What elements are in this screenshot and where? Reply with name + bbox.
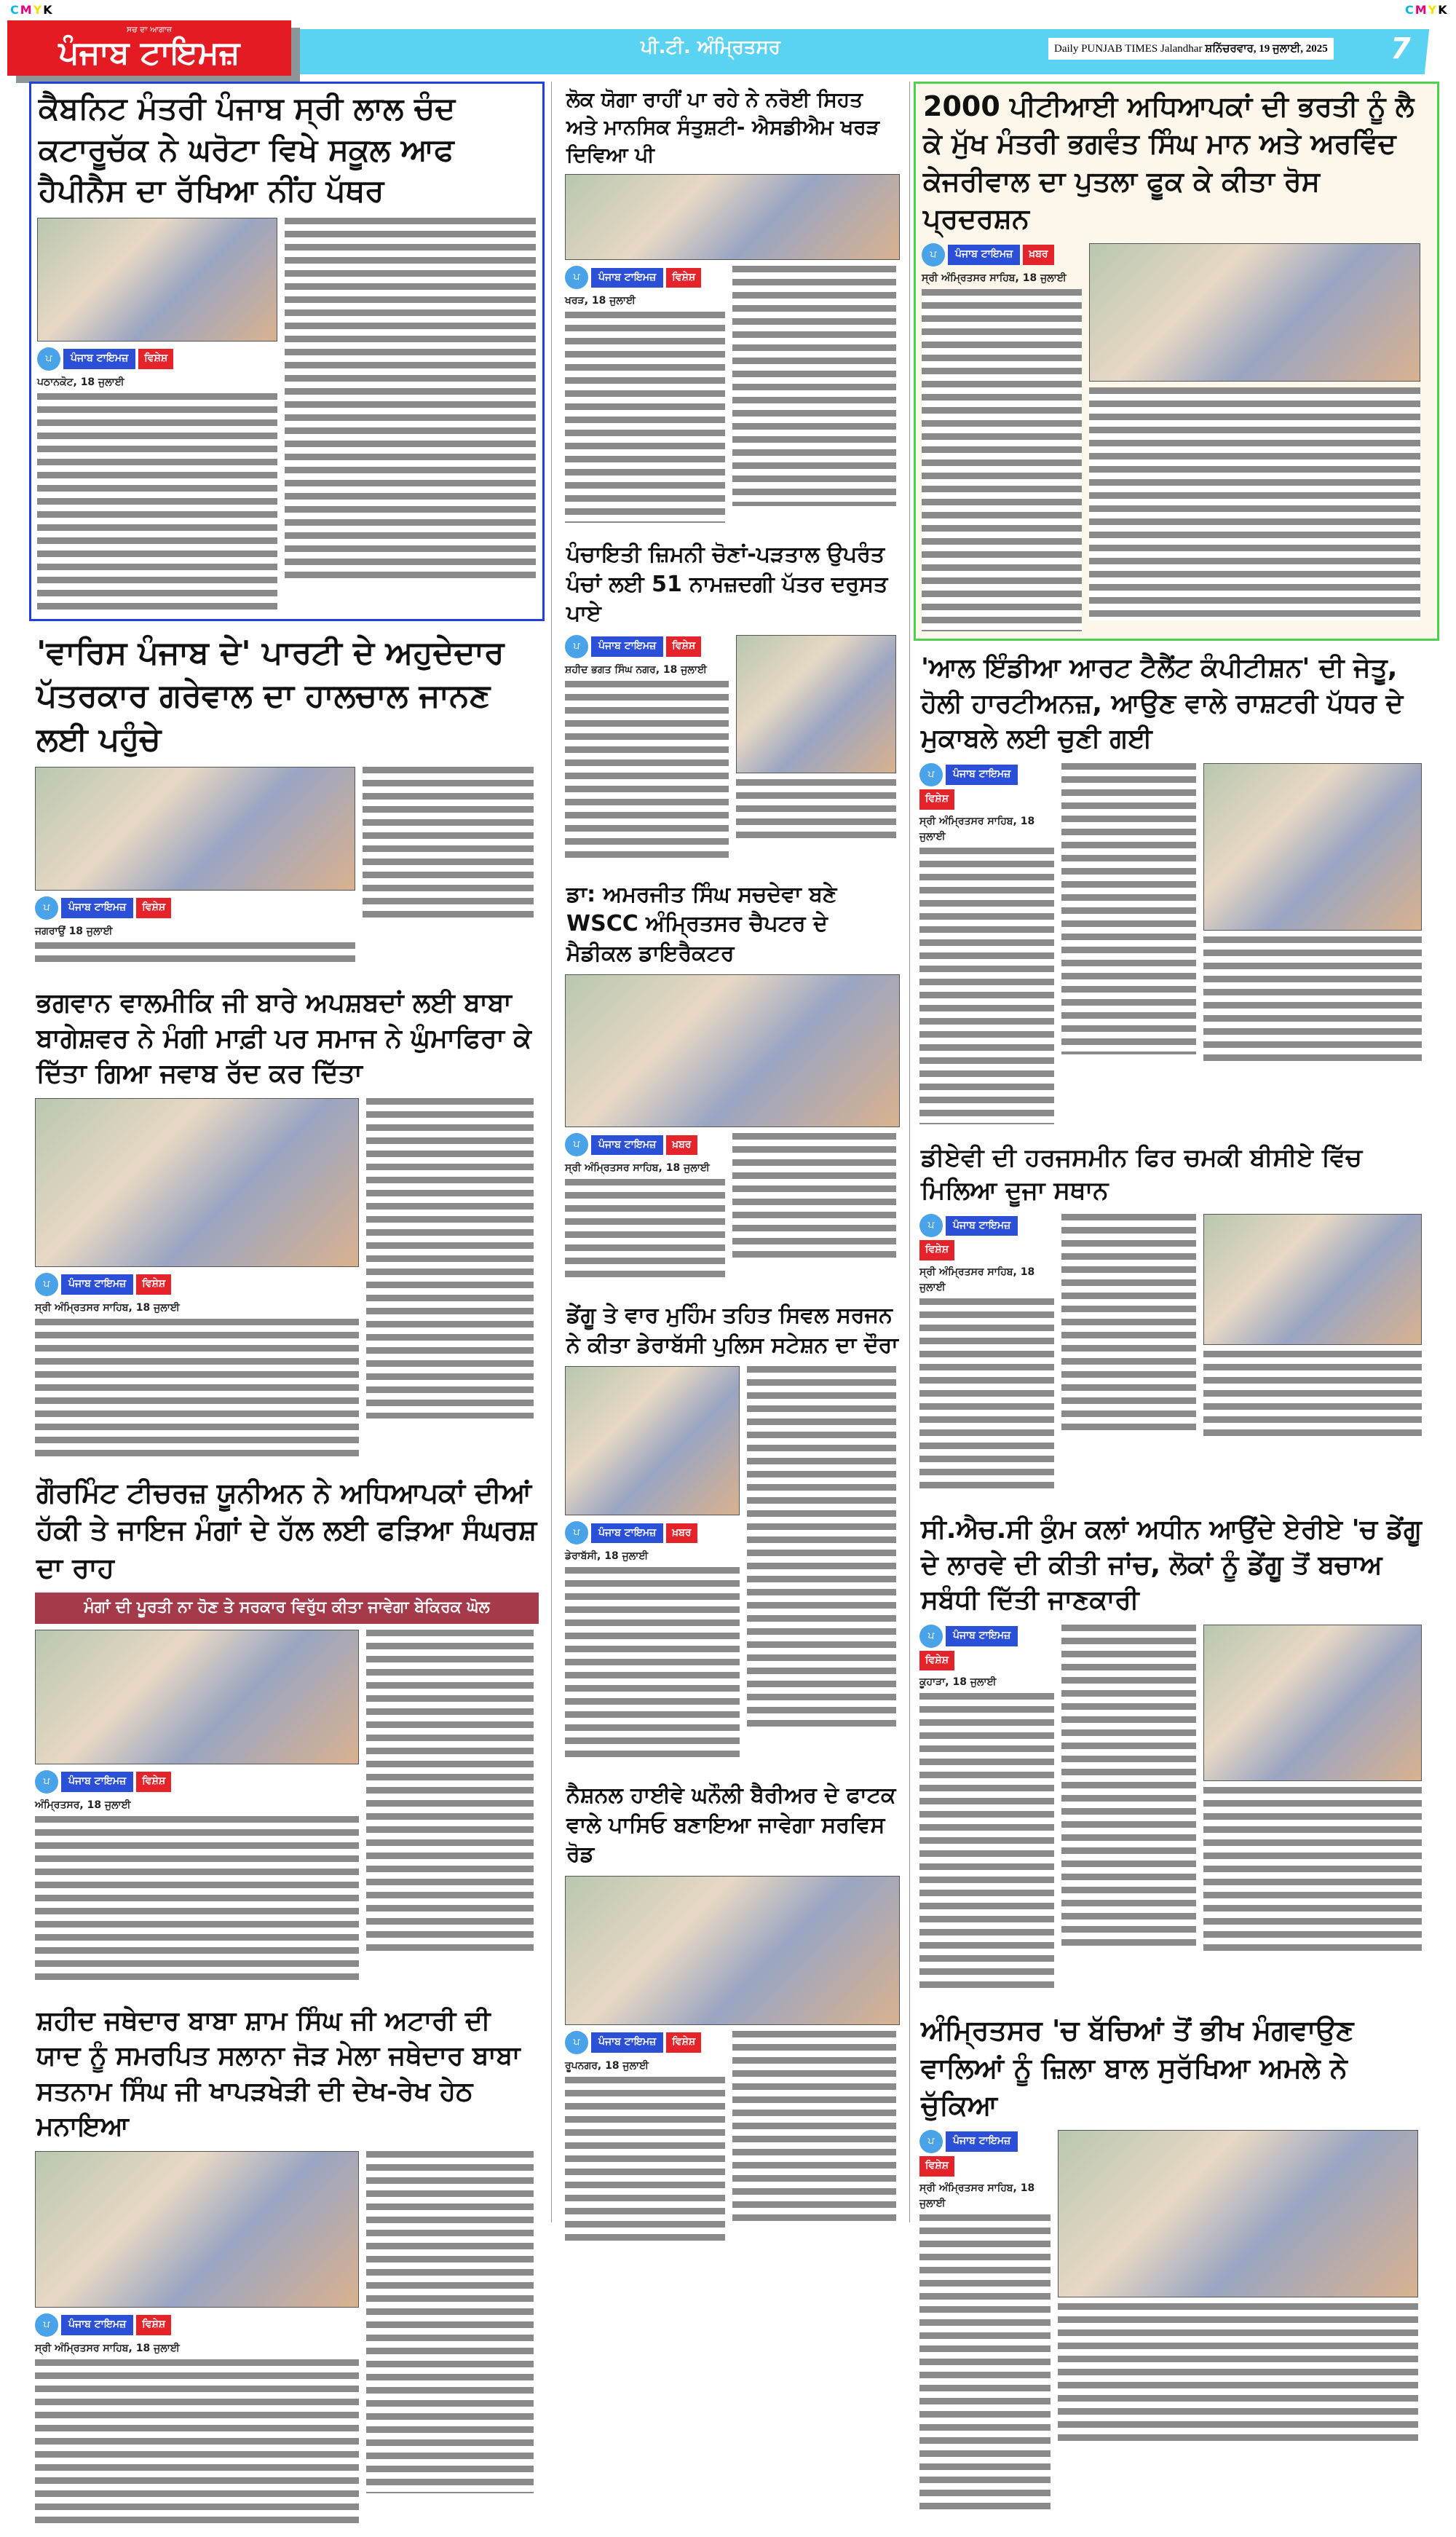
article-body-column — [1203, 1625, 1422, 1957]
news-article — [29, 82, 545, 621]
story-type-badge: ਖ਼ਬਰ — [666, 1523, 697, 1544]
body-text-lines — [565, 312, 725, 523]
news-article — [559, 876, 906, 1292]
column-right — [914, 82, 1439, 2523]
pt-logo-icon: ਪ — [922, 243, 945, 267]
article-dateline: ਖਰੜ, 18 ਜੁਲਾਈ — [565, 295, 636, 307]
article-body-column — [1061, 1625, 1196, 1952]
article-body — [37, 218, 537, 612]
source-tag — [919, 1214, 1054, 1260]
article-headline[interactable]: ਸੀ.ਐਚ.ਸੀ ਕੁੰਮ ਕਲਾਂ ਅਧੀਨ ਆਉਂਦੇ ਏਰੀਏ 'ਚ ਡੇਂਗੂ ਦੇ ਲਾਰਵੇ ਦੀ ਕੀਤੀ ਜਾਂਚ, ਲੋਕਾਂ ਨੂੰ ਡੇਂਗੂ ਤੋਂ ਬਚਾਅ ਸਬੰਧੀ ਦਿੱਤੀ ਜਾਣਕਾਰੀ — [921, 1514, 1422, 1616]
news-article — [559, 536, 906, 870]
article-body — [565, 2031, 900, 2247]
article-headline[interactable]: 'ਵਾਰਿਸ ਪੰਜਾਬ ਦੇ' ਪਾਰਟੀ ਦੇ ਅਹੁਦੇਦਾਰ ਪੱਤਰਕਾਰ ਗਰੇਵਾਲ ਦਾ ਹਾਲਚਾਲ ਜਾਨਣ ਲਈ ਪਹੁੰਚੇ — [36, 634, 505, 758]
pt-logo-icon: ਪ — [37, 347, 60, 371]
news-article — [914, 1137, 1439, 1502]
source-tag — [565, 266, 725, 289]
story-type-badge: ਵਿਸ਼ੇਸ਼ — [919, 1240, 954, 1260]
article-body-column — [922, 243, 1082, 631]
source-tag — [919, 1625, 1054, 1671]
news-article — [29, 2000, 545, 2537]
pt-logo-icon: ਪ — [35, 896, 58, 920]
body-text-lines — [1203, 1787, 1422, 1957]
article-body — [919, 763, 1433, 1124]
story-type-badge: ਵਿਸ਼ੇਸ਼ — [919, 789, 954, 810]
source-brand: ਪੰਜਾਬ ਟਾਇਮਜ਼ — [946, 2131, 1018, 2152]
article-body-column — [732, 2031, 896, 2228]
article-headline[interactable]: ਅੰਮ੍ਰਿਤਸਰ 'ਚ ਬੱਚਿਆਂ ਤੋਂ ਭੀਖ ਮੰਗਵਾਉਣ ਵਾਲਿਆਂ ਨੂੰ ਜ਼ਿਲਾ ਬਾਲ ਸੁਰੱਖਿਆ ਅਮਲੇ ਨੇ ਚੁੱਕਿਆ — [921, 2014, 1354, 2121]
body-text-lines — [285, 218, 536, 582]
body-text-lines — [1203, 936, 1422, 1068]
article-body-column — [565, 1133, 725, 1284]
article-dateline: ਸ੍ਰੀ ਅੰਮ੍ਰਿਤਸਰ ਸਾਹਿਬ, 18 ਜੁਲਾਈ — [922, 272, 1067, 285]
article-subheadline: ਮੰਗਾਂ ਦੀ ਪੂਰਤੀ ਨਾ ਹੋਣ ਤੇ ਸਰਕਾਰ ਵਿਰੁੱਧ ਕੀਤਾ ਜਾਵੇਗਾ ਬੇਕਿਰਕ ਘੋਲ — [35, 1593, 539, 1624]
article-dateline: ਅੰਮ੍ਰਿਤਸਰ, 18 ਜੁਲਾਈ — [35, 1799, 131, 1811]
source-brand: ਪੰਜਾਬ ਟਾਇਮਜ਼ — [946, 1216, 1018, 1236]
article-dateline: ਸ਼ਹੀਦ ਭਗਤ ਸਿੰਘ ਨਗਰ, 18 ਜੁਲਾਈ — [565, 663, 707, 676]
story-type-badge: ਖ਼ਬਰ — [666, 1135, 697, 1156]
article-body-column — [919, 2130, 1051, 2516]
source-tag — [919, 763, 1054, 810]
story-type-badge: ਵਿਸ਼ੇਸ਼ — [919, 2156, 954, 2177]
body-text-lines — [1061, 1625, 1196, 1952]
source-brand: ਪੰਜਾਬ ਟਾਇਮਜ਼ — [591, 1135, 663, 1156]
source-tag — [565, 1521, 740, 1544]
news-article — [914, 1508, 1439, 2002]
registration-marks-right: CMYK — [1405, 3, 1449, 17]
article-body — [922, 243, 1431, 631]
article-body — [565, 1133, 900, 1284]
article-body-column — [363, 767, 534, 920]
story-type-badge: ਵਿਸ਼ੇਸ਼ — [666, 268, 701, 288]
article-headline[interactable]: ਲੋਕ ਯੋਗਾ ਰਾਹੀਂ ਪਾ ਰਹੇ ਨੇ ਨਰੋਈ ਸਿਹਤ ਅਤੇ ਮਾਨਸਿਕ ਸੰਤੁਸ਼ਟੀ- ਐਸਡੀਐਮ ਖਰੜ ਦਿਵਿਆ ਪੀ — [566, 87, 879, 167]
pt-logo-icon: ਪ — [565, 2031, 588, 2054]
registration-marks-left: CMYK — [10, 3, 54, 17]
column-divider — [551, 82, 552, 2222]
article-body — [919, 1214, 1433, 1495]
article-headline[interactable]: ਡੇਂਗੂ ਤੇ ਵਾਰ ਮੁਹਿੰਮ ਤਹਿਤ ਸਿਵਲ ਸਰਜਨ ਨੇ ਕੀਤਾ ਡੇਰਾਬੱਸੀ ਪੁਲਿਸ ਸਟੇਸ਼ਨ ਦਾ ਦੌਰਾ — [566, 1303, 898, 1358]
article-body — [565, 266, 900, 523]
article-body-column — [919, 1625, 1054, 1995]
source-brand: ਪੰਜਾਬ ਟਾਇਮਜ਼ — [591, 268, 663, 288]
body-text-lines — [35, 1816, 359, 1986]
body-text-lines — [919, 1298, 1054, 1495]
body-text-lines — [919, 848, 1054, 1124]
news-article — [559, 1297, 906, 1771]
source-tag — [35, 1770, 359, 1794]
article-dateline: ਡੇਰਾਬੱਸੀ, 18 ਜੁਲਾਈ — [565, 1550, 649, 1563]
source-tag — [922, 243, 1082, 267]
article-body-column — [919, 763, 1054, 1124]
body-text-lines — [747, 1366, 896, 1730]
article-body-column — [35, 1630, 359, 1986]
body-text-lines — [732, 1133, 896, 1264]
body-text-lines — [919, 2214, 1051, 2516]
news-article — [559, 1777, 906, 2254]
article-dateline: ਸ੍ਰੀ ਅੰਮ੍ਰਿਤਸਰ ਸਾਹਿਬ, 18 ਜੁਲਾਈ — [565, 1162, 710, 1175]
source-brand: ਪੰਜਾਬ ਟਾਇਮਜ਼ — [948, 245, 1020, 265]
news-photo — [565, 1366, 740, 1515]
body-text-lines — [35, 2359, 359, 2530]
article-body-column — [1061, 763, 1196, 1054]
news-photo — [35, 2151, 359, 2308]
body-text-lines — [1089, 387, 1420, 620]
news-article — [914, 2008, 1439, 2522]
article-dateline: ਸ੍ਰੀ ਅੰਮ੍ਰਿਤਸਰ ਸਾਹਿਬ, 18 ਜੁਲਾਈ — [35, 2343, 180, 2355]
article-body-column — [366, 2151, 534, 2493]
pt-logo-icon: ਪ — [35, 1273, 58, 1296]
issue-date: ਸ਼ਨਿੱਚਰਵਾਰ, 19 ਜੁਲਾਈ, 2025 — [1205, 43, 1328, 55]
column-left — [29, 82, 545, 2537]
news-photo — [565, 174, 900, 260]
body-text-lines — [732, 266, 896, 506]
news-article — [914, 82, 1439, 641]
body-text-lines — [35, 942, 355, 968]
pt-logo-icon: ਪ — [919, 1214, 943, 1237]
article-headline[interactable]: ਭਗਵਾਨ ਵਾਲਮੀਕਿ ਜੀ ਬਾਰੇ ਅਪਸ਼ਬਦਾਂ ਲਈ ਬਾਬਾ ਬਾਗੇਸ਼ਵਰ ਨੇ ਮੰਗੀ ਮਾਫ਼ੀ ਪਰ ਸਮਾਜ ਨੇ ਘੁੰਮਾਫਿਰਾ ਕੇ ਦਿੱਤਾ ਗਿਆ ਜਵਾਬ ਰੱਦ ਕਰ ਦਿੱਤਾ — [36, 988, 531, 1089]
news-article — [29, 982, 545, 1464]
source-tag — [35, 1273, 359, 1296]
article-body — [35, 767, 539, 968]
body-text-lines — [363, 767, 534, 920]
news-photo — [1089, 243, 1420, 382]
body-text-lines — [736, 779, 896, 845]
source-tag — [565, 2031, 725, 2054]
source-tag — [565, 1133, 725, 1156]
article-dateline: ਰੂਪਨਗਰ, 18 ਜੁਲਾਈ — [565, 2059, 649, 2072]
body-text-lines — [366, 1098, 534, 1419]
logo-text: ਪੰਜਾਬ ਟਾਇਮਜ਼ — [58, 33, 240, 71]
body-text-lines — [565, 681, 729, 863]
body-text-lines — [366, 2151, 534, 2493]
article-body — [919, 1625, 1433, 1995]
article-headline[interactable]: 'ਆਲ ਇੰਡੀਆ ਆਰਟ ਟੈਲੈਂਟ ਕੰਪੀਟੀਸ਼ਨ' ਦੀ ਜੇਤੂ, ਹੋਲੀ ਹਾਰਟੀਅਨਜ਼, ਆਉਣ ਵਾਲੇ ਰਾਸ਼ਟਰੀ ਪੱਧਰ ਦੇ ਮੁਕਾਬਲੇ ਲਈ ਚੁਣੀ ਗਈ — [921, 653, 1404, 754]
article-body-column — [919, 1214, 1054, 1495]
news-photo — [37, 218, 277, 342]
news-photo — [35, 1630, 359, 1764]
article-body-column — [35, 1098, 359, 1457]
article-headline[interactable]: ਪੰਚਾਇਤੀ ਜ਼ਿਮਨੀ ਚੋਣਾਂ-ਪੜਤਾਲ ਉਪਰੰਤ ਪੰਚਾਂ ਲਈ 51 ਨਾਮਜ਼ਦਗੀ ਪੱਤਰ ਦਰੁਸਤ ਪਾਏ — [566, 542, 888, 627]
article-dateline: ਕੂਹਾੜਾ, 18 ਜੁਲਾਈ — [919, 1676, 997, 1689]
article-body-column — [565, 2031, 725, 2247]
source-tag — [565, 635, 729, 658]
article-body-column — [736, 635, 896, 845]
body-text-lines — [366, 1630, 534, 1957]
story-type-badge: ਵਿਸ਼ੇਸ਼ — [136, 2315, 171, 2335]
source-brand: ਪੰਜਾਬ ਟਾਇਮਜ਼ — [591, 1523, 663, 1544]
article-dateline: ਸ੍ਰੀ ਅੰਮ੍ਰਿਤਸਰ ਸਾਹਿਬ, 18 ਜੁਲਾਈ — [919, 815, 1035, 843]
pt-logo-icon: ਪ — [35, 2313, 58, 2337]
article-dateline: ਜਗਰਾਉਂ 18 ਜੁਲਾਈ — [35, 926, 113, 938]
pt-logo-icon: ਪ — [565, 635, 588, 658]
pt-logo-icon: ਪ — [565, 1133, 588, 1156]
paper-name: Daily PUNJAB TIMES Jalandhar — [1054, 43, 1203, 55]
news-article — [29, 1470, 545, 1994]
article-body-column — [565, 266, 725, 523]
body-text-lines — [565, 1567, 740, 1764]
article-body — [565, 635, 900, 863]
source-brand: ਪੰਜਾਬ ਟਾਇਮਜ਼ — [591, 2032, 663, 2053]
article-body-column — [366, 1098, 534, 1419]
news-article — [29, 627, 545, 976]
article-body — [35, 1098, 539, 1457]
article-body-column — [1089, 243, 1420, 620]
news-photo — [1058, 2130, 1418, 2297]
source-brand: ਪੰਜਾਬ ਟਾਇਮਜ਼ — [946, 765, 1018, 785]
article-body-column — [565, 1366, 740, 1764]
body-text-lines — [1203, 1351, 1422, 1443]
body-text-lines — [1058, 2303, 1418, 2447]
article-body-column — [37, 218, 277, 612]
source-brand: ਪੰਜਾਬ ਟਾਇਮਜ਼ — [63, 349, 135, 369]
article-dateline: ਸ੍ਰੀ ਅੰਮ੍ਰਿਤਸਰ ਸਾਹਿਬ, 18 ਜੁਲਾਈ — [35, 1302, 180, 1314]
news-photo — [1203, 763, 1422, 931]
article-dateline: ਪਠਾਨਕੋਟ, 18 ਜੁਲਾਈ — [37, 376, 124, 389]
pt-logo-icon: ਪ — [35, 1770, 58, 1794]
body-text-lines — [919, 1693, 1054, 1995]
source-brand: ਪੰਜਾਬ ਟਾਇਮਜ਼ — [946, 1626, 1018, 1646]
news-photo — [35, 767, 355, 891]
source-brand: ਪੰਜਾਬ ਟਾਇਮਜ਼ — [61, 1274, 133, 1295]
article-headline[interactable]: ਡੀਏਵੀ ਦੀ ਹਰਜਸਮੀਨ ਫਿਰ ਚਮਕੀ ਬੀਸੀਏ ਵਿੱਚ ਮਿਲਿਆ ਦੂਜਾ ਸਥਾਨ — [921, 1143, 1362, 1206]
news-article — [559, 82, 906, 530]
source-tag — [35, 2313, 359, 2337]
news-photo — [1203, 1625, 1422, 1781]
story-type-badge: ਵਿਸ਼ੇਸ਼ — [136, 1772, 171, 1792]
body-text-lines — [565, 1179, 725, 1284]
body-text-lines — [732, 2031, 896, 2228]
column-middle — [559, 82, 906, 2254]
story-type-badge: ਵਿਸ਼ੇਸ਼ — [136, 1274, 171, 1295]
body-text-lines — [565, 2077, 725, 2247]
body-text-lines — [922, 289, 1082, 631]
body-text-lines — [1061, 1214, 1196, 1432]
body-text-lines — [37, 393, 277, 612]
article-body — [919, 2130, 1433, 2516]
article-headline[interactable]: ਸ਼ਹੀਦ ਜਥੇਦਾਰ ਬਾਬਾ ਸ਼ਾਮ ਸਿੰਘ ਜੀ ਅਟਾਰੀ ਦੀ ਯਾਦ ਨੂੰ ਸਮਰਪਿਤ ਸਲਾਨਾ ਜੋੜ ਮੇਲਾ ਜਥੇਦਾਰ ਬਾਬਾ ਸਤਨਾਮ ਸਿੰਘ ਜੀ ਖਾਪੜਖੇੜੀ ਦੀ ਦੇਖ-ਰੇਖ ਹੇਠ ਮਨਾਇਆ — [36, 2005, 521, 2142]
article-body-column — [1203, 1214, 1422, 1443]
article-body-column — [732, 1133, 896, 1264]
source-tag — [37, 347, 277, 371]
source-tag — [35, 896, 355, 920]
body-text-lines — [1061, 763, 1196, 1054]
story-type-badge: ਵਿਸ਼ੇਸ਼ — [666, 2032, 701, 2053]
article-dateline: ਸ੍ਰੀ ਅੰਮ੍ਰਿਤਸਰ ਸਾਹਿਬ, 18 ਜੁਲਾਈ — [919, 1266, 1035, 1293]
article-body-column — [1203, 763, 1422, 1068]
article-dateline: ਸ੍ਰੀ ਅੰਮ੍ਰਿਤਸਰ ਸਾਹਿਬ, 18 ਜੁਲਾਈ — [919, 2182, 1035, 2209]
article-headline[interactable]: 2000 ਪੀਟੀਆਈ ਅਧਿਆਪਕਾਂ ਦੀ ਭਰਤੀ ਨੂੰ ਲੈ ਕੇ ਮੁੱਖ ਮੰਤਰੀ ਭਗਵੰਤ ਸਿੰਘ ਮਾਨ ਅਤੇ ਅਰਵਿੰਦ ਕੇਜਰੀਵਾਲ ਦਾ ਪੁਤਲਾ ਫੂਕ ਕੇ ਕੀਤਾ ਰੋਸ ਪ੍ਰਦਰਸ਼ਨ — [923, 90, 1415, 234]
story-type-badge: ਵਿਸ਼ੇਸ਼ — [136, 898, 171, 918]
article-body-column — [35, 2151, 359, 2530]
news-photo — [565, 974, 900, 1127]
article-body — [35, 1630, 539, 1986]
story-type-badge: ਖ਼ਬਰ — [1023, 245, 1053, 265]
article-body-column — [366, 1630, 534, 1957]
news-photo — [565, 1876, 900, 2025]
story-type-badge: ਵਿਸ਼ੇਸ਼ — [138, 349, 173, 369]
article-body-column — [732, 266, 896, 506]
pt-logo-icon: ਪ — [565, 1521, 588, 1544]
article-body-column — [35, 767, 355, 968]
article-body-column — [1058, 2130, 1418, 2447]
column-divider — [909, 82, 910, 2222]
story-type-badge: ਵਿਸ਼ੇਸ਼ — [919, 1651, 954, 1671]
story-type-badge: ਵਿਸ਼ੇਸ਼ — [666, 636, 701, 657]
body-text-lines — [35, 1319, 359, 1457]
source-tag — [919, 2130, 1051, 2177]
news-article — [914, 647, 1439, 1131]
article-headline[interactable]: ਨੈਸ਼ਨਲ ਹਾਈਵੇ ਘਨੌਲੀ ਬੈਰੀਅਰ ਦੇ ਫਾਟਕ ਵਾਲੇ ਪਾਸਿਓ ਬਣਾਇਆ ਜਾਵੇਗਾ ਸਰਵਿਸ ਰੋਡ — [566, 1783, 896, 1868]
article-body-column — [285, 218, 536, 582]
source-brand: ਪੰਜਾਬ ਟਾਇਮਜ਼ — [591, 636, 663, 657]
article-body-column — [565, 635, 729, 863]
pt-logo-icon: ਪ — [919, 2130, 943, 2153]
source-brand: ਪੰਜਾਬ ਟਾਇਮਜ਼ — [61, 898, 133, 918]
date-box — [1048, 38, 1334, 60]
source-brand: ਪੰਜਾਬ ਟਾਇਮਜ਼ — [61, 2315, 133, 2335]
article-body — [565, 1366, 900, 1764]
article-body-column — [747, 1366, 896, 1730]
article-body — [35, 2151, 539, 2530]
article-headline[interactable]: ਕੈਬਨਿਟ ਮੰਤਰੀ ਪੰਜਾਬ ਸ੍ਰੀ ਲਾਲ ਚੰਦ ਕਟਾਰੂਚੱਕ ਨੇ ਘਰੋਟਾ ਵਿਖੇ ਸਕੂਲ ਆਫ ਹੈਪੀਨੈਸ ਦਾ ਰੱਖਿਆ ਨੀਂਹ ਪੱਥਰ — [39, 90, 456, 209]
pt-logo-icon: ਪ — [919, 763, 943, 786]
article-headline[interactable]: ਡਾ: ਅਮਰਜੀਤ ਸਿੰਘ ਸਚਦੇਵਾ ਬਣੇ WSCC ਅੰਮ੍ਰਿਤਸਰ ਚੈਪਟਰ ਦੇ ਮੈਡੀਕਲ ਡਾਇਰੈਕਟਰ — [566, 881, 837, 966]
newspaper-logo — [7, 20, 291, 76]
source-brand: ਪੰਜਾਬ ਟਾਇਮਜ਼ — [61, 1772, 133, 1792]
article-headline[interactable]: ਗੌਰਮਿੰਟ ਟੀਚਰਜ਼ ਯੂਨੀਅਨ ਨੇ ਅਧਿਆਪਕਾਂ ਦੀਆਂ ਹੱਕੀ ਤੇ ਜਾਇਜ ਮੰਗਾਂ ਦੇ ਹੱਲ ਲਈ ਫੜਿਆ ਸੰਘਰਸ਼ ਦਾ ਰਾਹ — [36, 1477, 537, 1584]
news-photo — [1203, 1214, 1422, 1345]
edition-name: ਪੀ.ਟੀ. ਅੰਮ੍ਰਿਤਸਰ — [641, 36, 780, 58]
page-number: 7 — [1390, 32, 1411, 66]
news-photo — [35, 1098, 359, 1267]
pt-logo-icon: ਪ — [565, 266, 588, 289]
pt-logo-icon: ਪ — [919, 1625, 943, 1648]
logo-tagline: ਸਚ ਦਾ ਆਗਾਜ਼ — [126, 24, 173, 34]
news-photo — [736, 635, 896, 773]
article-body-column — [1061, 1214, 1196, 1432]
